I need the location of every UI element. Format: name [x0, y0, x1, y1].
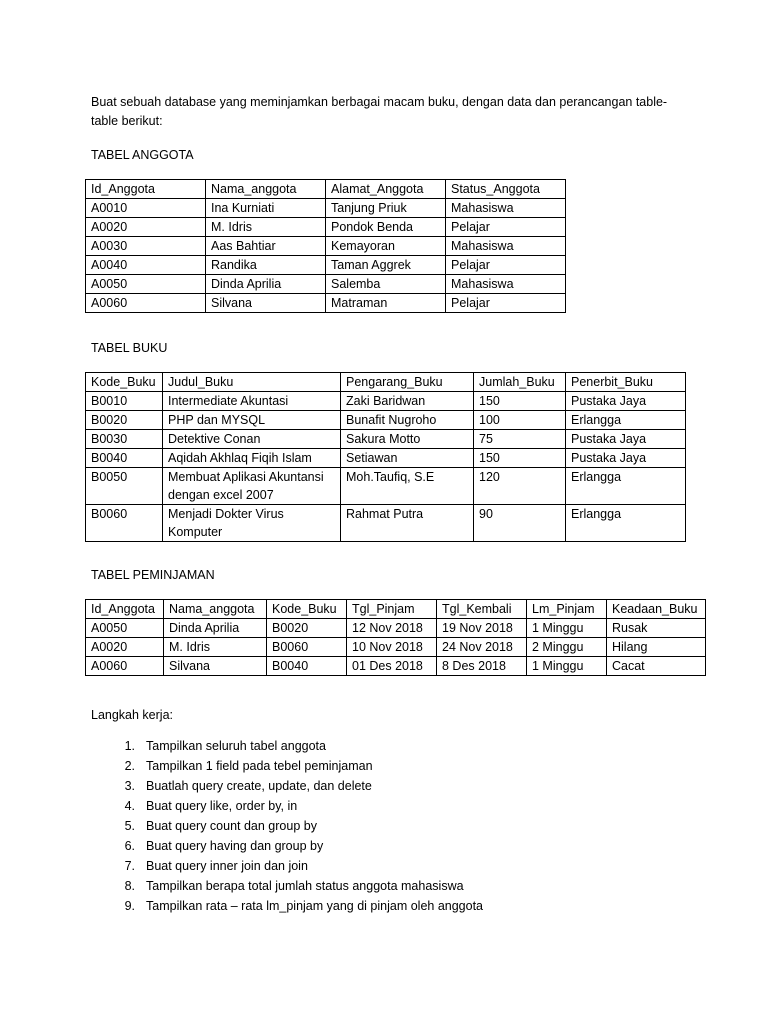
table-cell: A0040	[86, 256, 206, 275]
table-cell: Bunafit Nugroho	[341, 411, 474, 430]
list-text: Tampilkan 1 field pada tebel peminjaman	[146, 759, 373, 773]
table-row	[86, 218, 566, 237]
table-cell: B0010	[86, 392, 163, 411]
table-cell: B0020	[267, 619, 347, 638]
table-cell: PHP dan MYSQL	[163, 411, 341, 430]
table-cell: Dinda Aprilia	[164, 619, 267, 638]
header-cell: Alamat_Anggota	[326, 180, 446, 199]
list-item	[91, 756, 483, 776]
header-cell: Nama_anggota	[164, 600, 267, 619]
buku-table	[85, 372, 686, 542]
table-cell: Detektive Conan	[163, 430, 341, 449]
table-cell: Erlangga	[566, 411, 686, 430]
table-cell: Dinda Aprilia	[206, 275, 326, 294]
table-cell: Rusak	[607, 619, 706, 638]
table-cell: Ina Kurniati	[206, 199, 326, 218]
table-cell: Rahmat Putra	[341, 505, 474, 542]
table-cell: Erlangga	[566, 505, 686, 542]
header-cell: Id_Anggota	[86, 600, 164, 619]
table-header-row	[86, 600, 706, 619]
table-cell: Pustaka Jaya	[566, 392, 686, 411]
list-number: 2.	[124, 759, 135, 773]
list-item	[91, 816, 483, 836]
table-row	[86, 468, 686, 505]
header-cell: Status_Anggota	[446, 180, 566, 199]
list-item	[91, 856, 483, 876]
table-cell: 8 Des 2018	[437, 657, 527, 676]
table-cell: 75	[474, 430, 566, 449]
header-cell: Tgl_Kembali	[437, 600, 527, 619]
list-number: 7.	[124, 859, 135, 873]
table-cell: Taman Aggrek	[326, 256, 446, 275]
table-cell: Matraman	[326, 294, 446, 313]
table-cell: Aqidah Akhlaq Fiqih Islam	[163, 449, 341, 468]
table-cell: 100	[474, 411, 566, 430]
table-row	[86, 430, 686, 449]
peminjaman-table-title: TABEL PEMINJAMAN	[91, 568, 215, 582]
list-item	[91, 836, 483, 856]
steps-title: Langkah kerja:	[91, 708, 174, 722]
list-text: Tampilkan rata – rata lm_pinjam yang di pinjam oleh anggota	[146, 899, 483, 913]
list-text: Buat query count dan group by	[146, 819, 317, 833]
table-cell: 150	[474, 392, 566, 411]
table-cell: Zaki Baridwan	[341, 392, 474, 411]
list-number: 8.	[124, 879, 135, 893]
list-text: Buat query having dan group by	[146, 839, 324, 853]
table-row	[86, 505, 686, 542]
table-cell: Kemayoran	[326, 237, 446, 256]
list-number: 4.	[124, 799, 135, 813]
table-header-row	[86, 180, 566, 199]
table-cell: Cacat	[607, 657, 706, 676]
header-cell: Lm_Pinjam	[527, 600, 607, 619]
table-cell: Pelajar	[446, 294, 566, 313]
table-cell: A0010	[86, 199, 206, 218]
table-cell: Pustaka Jaya	[566, 430, 686, 449]
table-cell: Tanjung Priuk	[326, 199, 446, 218]
table-cell: Pustaka Jaya	[566, 449, 686, 468]
table-row	[86, 657, 706, 676]
list-text: Buatlah query create, update, dan delete	[146, 779, 372, 793]
table-cell: Mahasiswa	[446, 237, 566, 256]
table-cell: 150	[474, 449, 566, 468]
table-cell: B0060	[267, 638, 347, 657]
list-number: 9.	[124, 899, 135, 913]
list-item	[91, 876, 483, 896]
table-cell: M. Idris	[206, 218, 326, 237]
list-number: 6.	[124, 839, 135, 853]
table-cell: B0020	[86, 411, 163, 430]
table-row	[86, 199, 566, 218]
table-row	[86, 275, 566, 294]
table-cell: A0030	[86, 237, 206, 256]
table-cell: 10 Nov 2018	[347, 638, 437, 657]
table-cell: 24 Nov 2018	[437, 638, 527, 657]
table-cell: 1 Minggu	[527, 619, 607, 638]
table-cell: A0020	[86, 218, 206, 237]
list-item	[91, 796, 483, 816]
table-cell: Silvana	[206, 294, 326, 313]
table-cell: B0040	[267, 657, 347, 676]
table-cell: 01 Des 2018	[347, 657, 437, 676]
header-cell: Penerbit_Buku	[566, 373, 686, 392]
table-cell: 1 Minggu	[527, 657, 607, 676]
table-cell: A0060	[86, 294, 206, 313]
list-item	[91, 896, 483, 916]
list-text: Buat query like, order by, in	[146, 799, 298, 813]
intro-paragraph: Buat sebuah database yang meminjamkan berbagai macam buku, dengan data dan perancangan table-table berikut:	[91, 95, 668, 128]
list-item	[91, 736, 483, 756]
table-cell: A0060	[86, 657, 164, 676]
table-cell: Mahasiswa	[446, 199, 566, 218]
list-number: 1.	[124, 739, 135, 753]
header-cell: Pengarang_Buku	[341, 373, 474, 392]
table-cell: 12 Nov 2018	[347, 619, 437, 638]
table-cell: 90	[474, 505, 566, 542]
table-row	[86, 294, 566, 313]
table-cell: B0050	[86, 468, 163, 505]
list-number: 5.	[124, 819, 135, 833]
table-cell: B0060	[86, 505, 163, 542]
table-cell: 2 Minggu	[527, 638, 607, 657]
list-number: 3.	[124, 779, 135, 793]
header-cell: Tgl_Pinjam	[347, 600, 437, 619]
header-cell: Keadaan_Buku	[607, 600, 706, 619]
table-cell: Membuat Aplikasi Akuntansi dengan excel 2007	[163, 468, 341, 505]
peminjaman-table	[85, 599, 706, 676]
table-row	[86, 449, 686, 468]
table-row	[86, 638, 706, 657]
table-row	[86, 619, 706, 638]
header-cell: Jumlah_Buku	[474, 373, 566, 392]
table-cell: Aas Bahtiar	[206, 237, 326, 256]
table-cell: Pelajar	[446, 256, 566, 275]
table-cell: Mahasiswa	[446, 275, 566, 294]
header-cell: Nama_anggota	[206, 180, 326, 199]
list-text: Tampilkan seluruh tabel anggota	[146, 739, 326, 753]
table-row	[86, 411, 686, 430]
table-cell: 120	[474, 468, 566, 505]
list-text: Tampilkan berapa total jumlah status anggota mahasiswa	[146, 879, 464, 893]
table-cell: Pelajar	[446, 218, 566, 237]
table-cell: B0030	[86, 430, 163, 449]
table-row	[86, 256, 566, 275]
list-text: Buat query inner join dan join	[146, 859, 308, 873]
buku-table-title: TABEL BUKU	[91, 341, 168, 355]
table-cell: A0050	[86, 619, 164, 638]
table-row	[86, 392, 686, 411]
table-cell: Silvana	[164, 657, 267, 676]
anggota-table-title: TABEL ANGGOTA	[91, 148, 194, 162]
table-cell: Intermediate Akuntasi	[163, 392, 341, 411]
table-cell: Moh.Taufiq, S.E	[341, 468, 474, 505]
table-row	[86, 237, 566, 256]
table-cell: Setiawan	[341, 449, 474, 468]
header-cell: Id_Anggota	[86, 180, 206, 199]
table-cell: M. Idris	[164, 638, 267, 657]
table-cell: Erlangga	[566, 468, 686, 505]
header-cell: Kode_Buku	[267, 600, 347, 619]
table-cell: Pondok Benda	[326, 218, 446, 237]
table-cell: Menjadi Dokter Virus Komputer	[163, 505, 341, 542]
table-cell: Hilang	[607, 638, 706, 657]
table-cell: 19 Nov 2018	[437, 619, 527, 638]
header-cell: Judul_Buku	[163, 373, 341, 392]
anggota-table	[85, 179, 566, 313]
table-cell: Randika	[206, 256, 326, 275]
table-cell: B0040	[86, 449, 163, 468]
table-cell: A0020	[86, 638, 164, 657]
steps-list	[91, 736, 483, 916]
header-cell: Kode_Buku	[86, 373, 163, 392]
table-header-row	[86, 373, 686, 392]
table-cell: A0050	[86, 275, 206, 294]
table-cell: Sakura Motto	[341, 430, 474, 449]
list-item	[91, 776, 483, 796]
table-cell: Salemba	[326, 275, 446, 294]
